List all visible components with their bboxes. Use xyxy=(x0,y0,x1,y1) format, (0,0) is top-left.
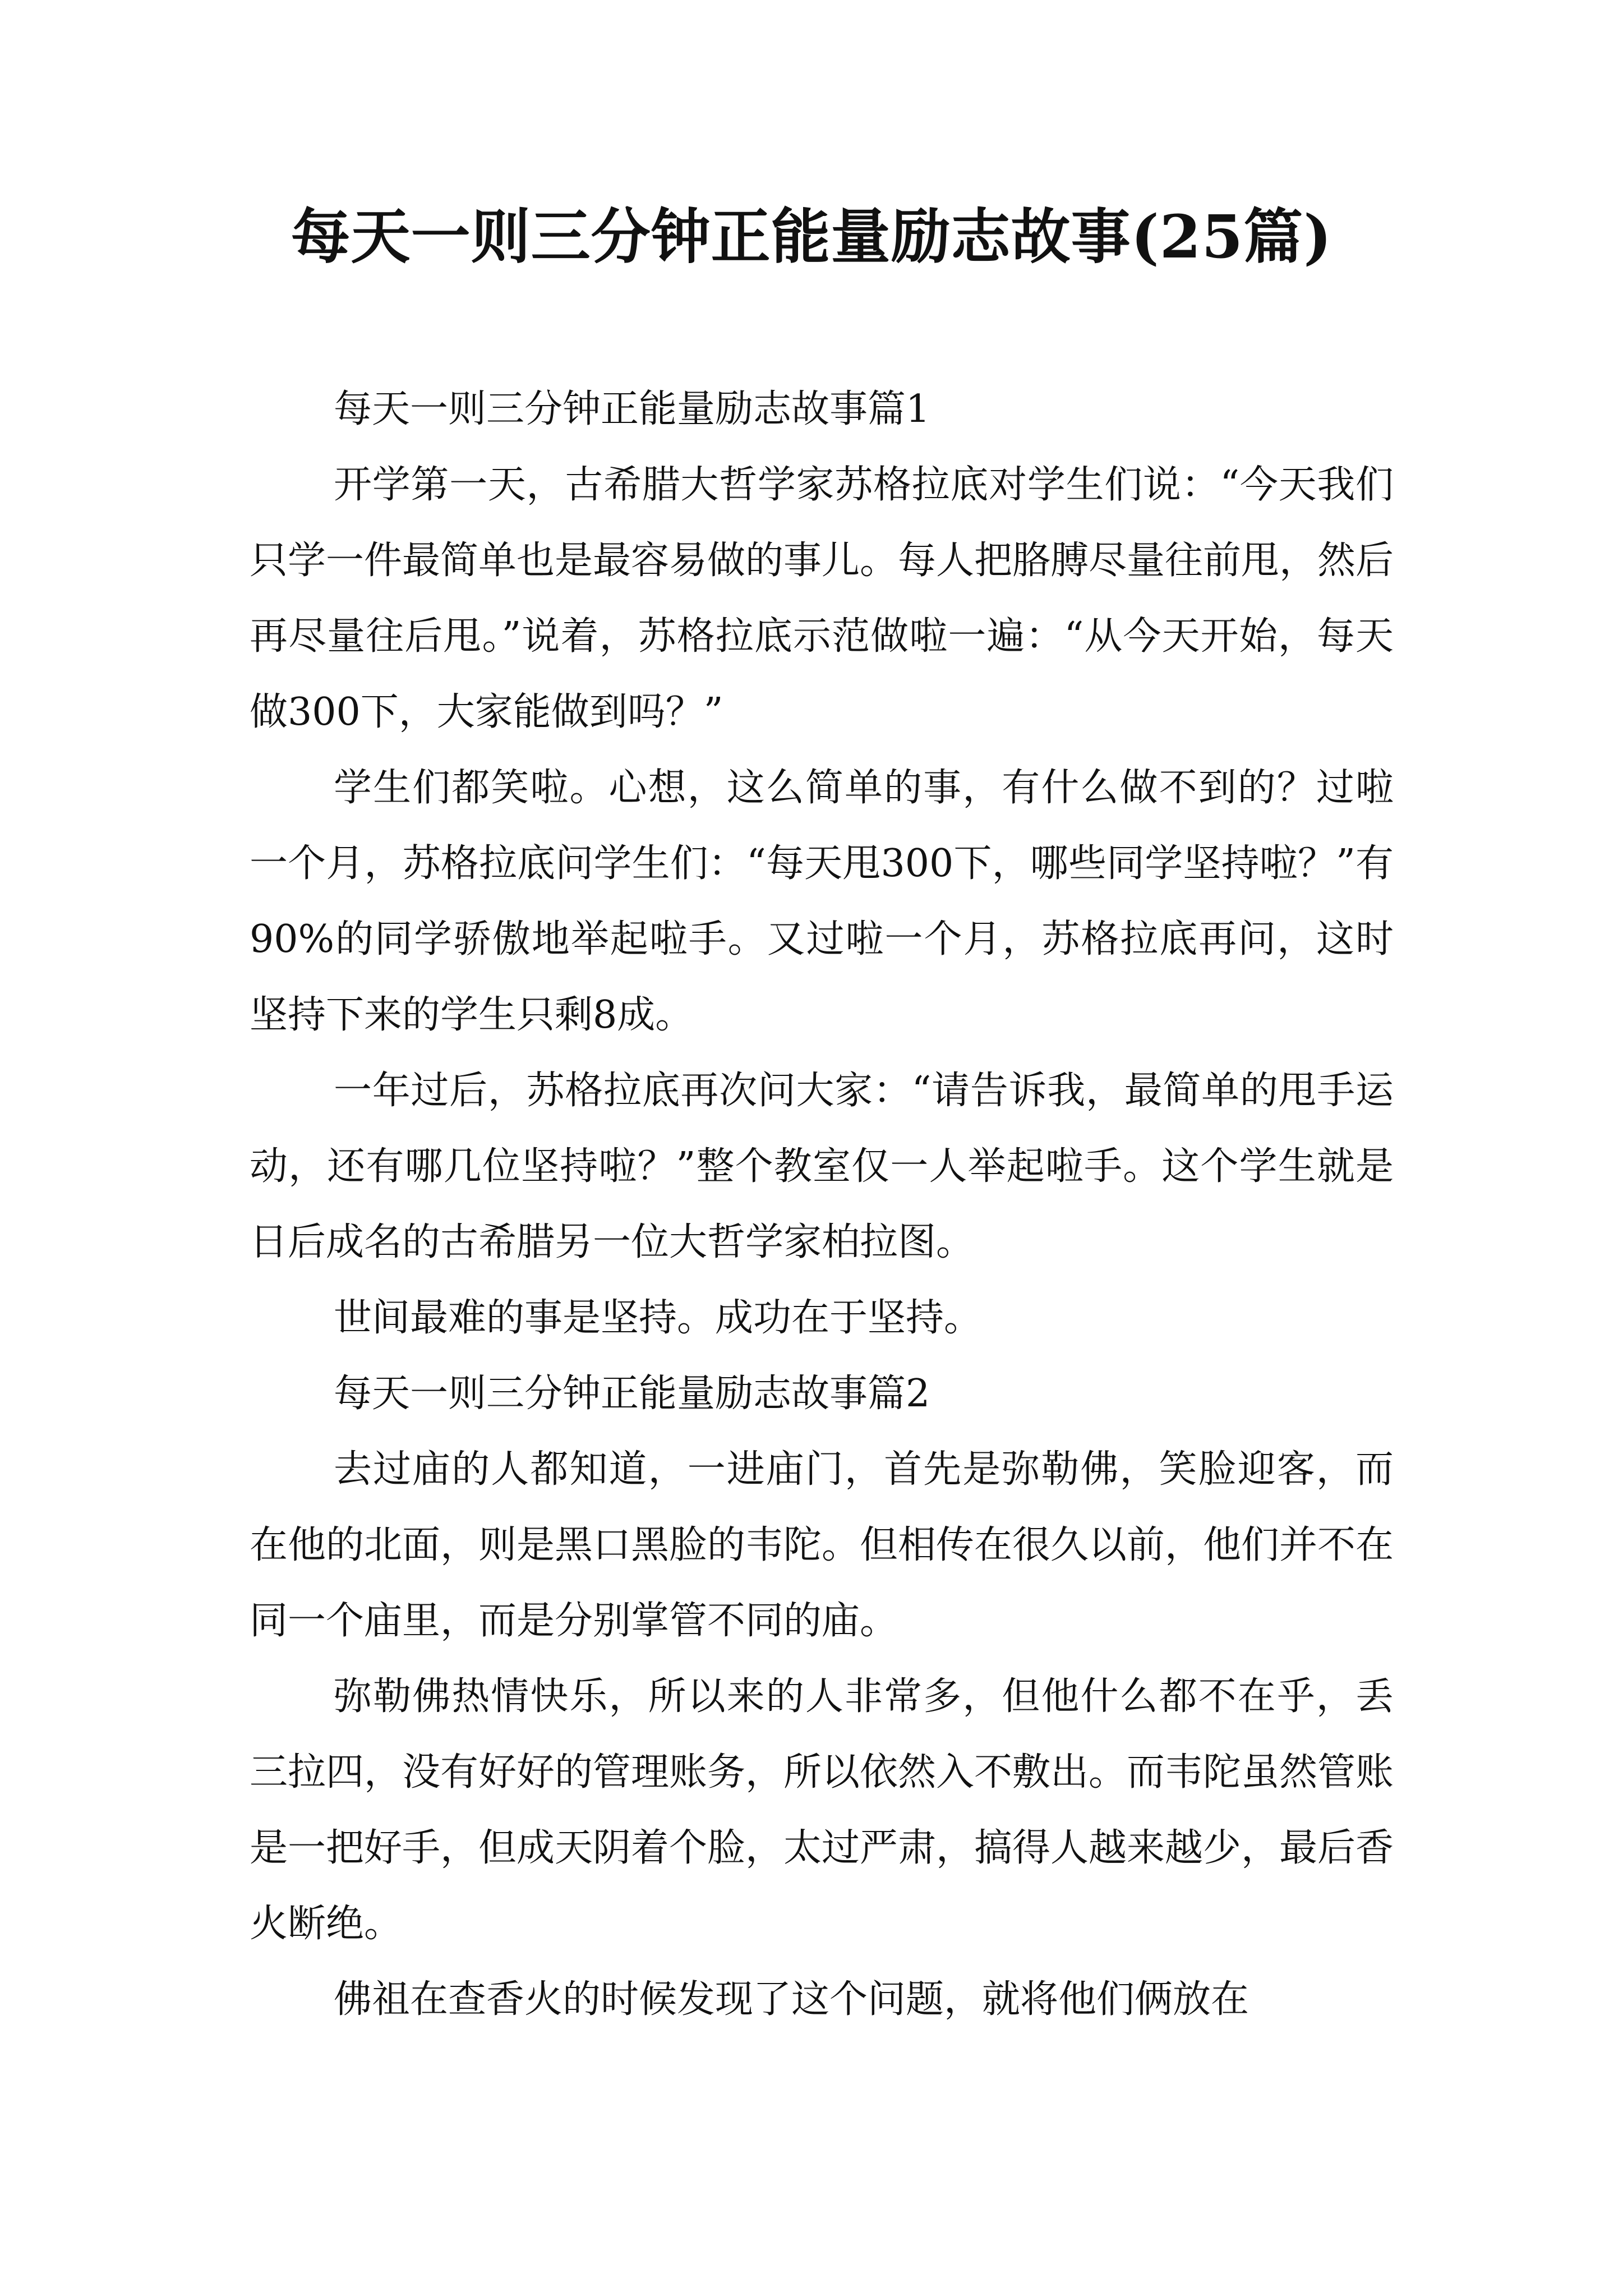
paragraph: 一年过后，苏格拉底再次问大家：“请告诉我，最简单的甩手运动，还有哪几位坚持啦？”整个教室仅一人举起啦手。这个学生就是日后成名的古希腊另一位大哲学家柏拉图。 xyxy=(250,1069,1394,1264)
story-heading-1: 每天一则三分钟正能量励志故事篇1 xyxy=(334,387,930,431)
paragraph: 学生们都笑啦。心想，这么简单的事，有什么做不到的？过啦一个月，苏格拉底问学生们：“每天甩300下，哪些同学坚持啦？”有90%的同学骄傲地举起啦手。又过啦一个月，苏格拉底再问，这时坚持下来的学生只剩8成。 xyxy=(250,766,1394,1037)
paragraph: 弥勒佛热情快乐，所以来的人非常多，但他什么都不在乎，丢三拉四，没有好好的管理账务，所以依然入不敷出。而韦陀虽然管账是一把好手，但成天阴着个脸，太过严肃，搞得人越来越少，最后香火断绝。 xyxy=(250,1674,1394,1946)
story-heading-2: 每天一则三分钟正能量励志故事篇2 xyxy=(334,1372,930,1416)
paragraph: 去过庙的人都知道，一进庙门，首先是弥勒佛，笑脸迎客，而在他的北面，则是黑口黑脸的韦陀。但相传在很久以前，他们并不在同一个庙里，而是分别掌管不同的庙。 xyxy=(250,1447,1394,1643)
document-body xyxy=(250,371,1394,2037)
paragraph: 世间最难的事是坚持。成功在于坚持。 xyxy=(334,1296,983,1340)
paragraph: 佛祖在查香火的时候发现了这个问题，就将他们俩放在 xyxy=(334,1977,1249,2022)
document-title: 每天一则三分钟正能量励志故事(25篇) xyxy=(291,201,1332,272)
paragraph: 开学第一天，古希腊大哲学家苏格拉底对学生们说：“今天我们只学一件最简单也是最容易做的事儿。每人把胳膊尽量往前甩，然后再尽量往后甩。”说着，苏格拉底示范做啦一遍：“从今天开始，每天做300下，大家能做到吗？” xyxy=(250,463,1394,734)
